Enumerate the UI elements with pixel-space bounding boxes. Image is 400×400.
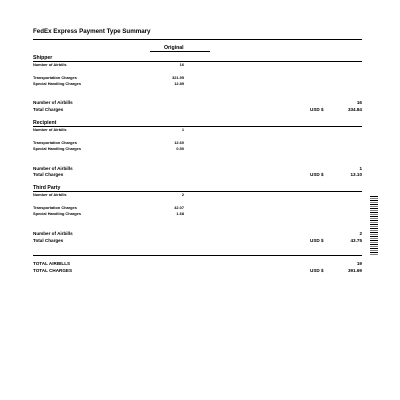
shipper-airbills-label: Number of Airbills [33, 62, 67, 67]
title-rule [33, 39, 362, 40]
third-party-transportation-value: 42.07 [174, 205, 184, 210]
third-party-summary-airbills-label: Number of Airbills [33, 231, 73, 236]
page-title: FedEx Express Payment Type Summary [33, 28, 151, 35]
barcode-icon [370, 196, 378, 256]
third-party-total-label: Total Charges [33, 238, 64, 243]
recipient-total-label: Total Charges [33, 172, 64, 177]
third-party-rule [33, 191, 362, 192]
third-party-summary-airbills-value: 2 [359, 231, 362, 236]
shipper-currency: USD $ [310, 107, 324, 112]
grand-total-rule [33, 255, 362, 256]
grand-airbills-value: 19 [356, 261, 362, 266]
recipient-special-value: 0.50 [176, 146, 184, 151]
grand-charges-value: 391.69 [347, 268, 362, 273]
shipper-transportation-label: Transportation Charges [33, 75, 77, 80]
shipper-summary-airbills-value: 16 [356, 100, 362, 105]
section-heading-shipper: Shipper [33, 55, 53, 61]
column-header-rule [150, 51, 210, 52]
shipper-airbills-value: 16 [179, 62, 184, 67]
column-header-original: Original [164, 45, 184, 51]
recipient-summary-airbills-label: Number of Airbills [33, 166, 73, 171]
shipper-summary-airbills-label: Number of Airbills [33, 100, 73, 105]
recipient-rule [33, 126, 362, 127]
recipient-currency: USD $ [310, 172, 324, 177]
shipper-total-label: Total Charges [33, 107, 64, 112]
recipient-total-value: 13.10 [350, 172, 362, 177]
section-heading-third-party: Third Party [33, 185, 61, 191]
shipper-special-value: 12.89 [174, 81, 184, 86]
recipient-airbills-label: Number of Airbills [33, 127, 67, 132]
third-party-transportation-label: Transportation Charges [33, 205, 77, 210]
shipper-transportation-value: 321.95 [172, 75, 184, 80]
section-heading-recipient: Recipient [33, 120, 57, 126]
recipient-summary-airbills-value: 1 [359, 166, 362, 171]
grand-charges-label: TOTAL CHARGES [33, 268, 73, 273]
recipient-transportation-label: Transportation Charges [33, 140, 77, 145]
grand-currency: USD $ [310, 268, 324, 273]
recipient-transportation-value: 12.60 [174, 140, 184, 145]
third-party-special-value: 1.68 [176, 211, 184, 216]
third-party-airbills-label: Number of Airbills [33, 192, 67, 197]
shipper-special-label: Special Handling Charges [33, 81, 81, 86]
recipient-special-label: Special Handling Charges [33, 146, 81, 151]
grand-airbills-label: TOTAL AIRBILLS [33, 261, 71, 266]
third-party-currency: USD $ [310, 238, 324, 243]
third-party-special-label: Special Handling Charges [33, 211, 81, 216]
shipper-total-value: 334.84 [347, 107, 362, 112]
recipient-airbills-value: 1 [181, 127, 184, 132]
third-party-total-value: 43.75 [350, 238, 362, 243]
third-party-airbills-value: 2 [181, 192, 184, 197]
shipper-rule [33, 61, 362, 62]
